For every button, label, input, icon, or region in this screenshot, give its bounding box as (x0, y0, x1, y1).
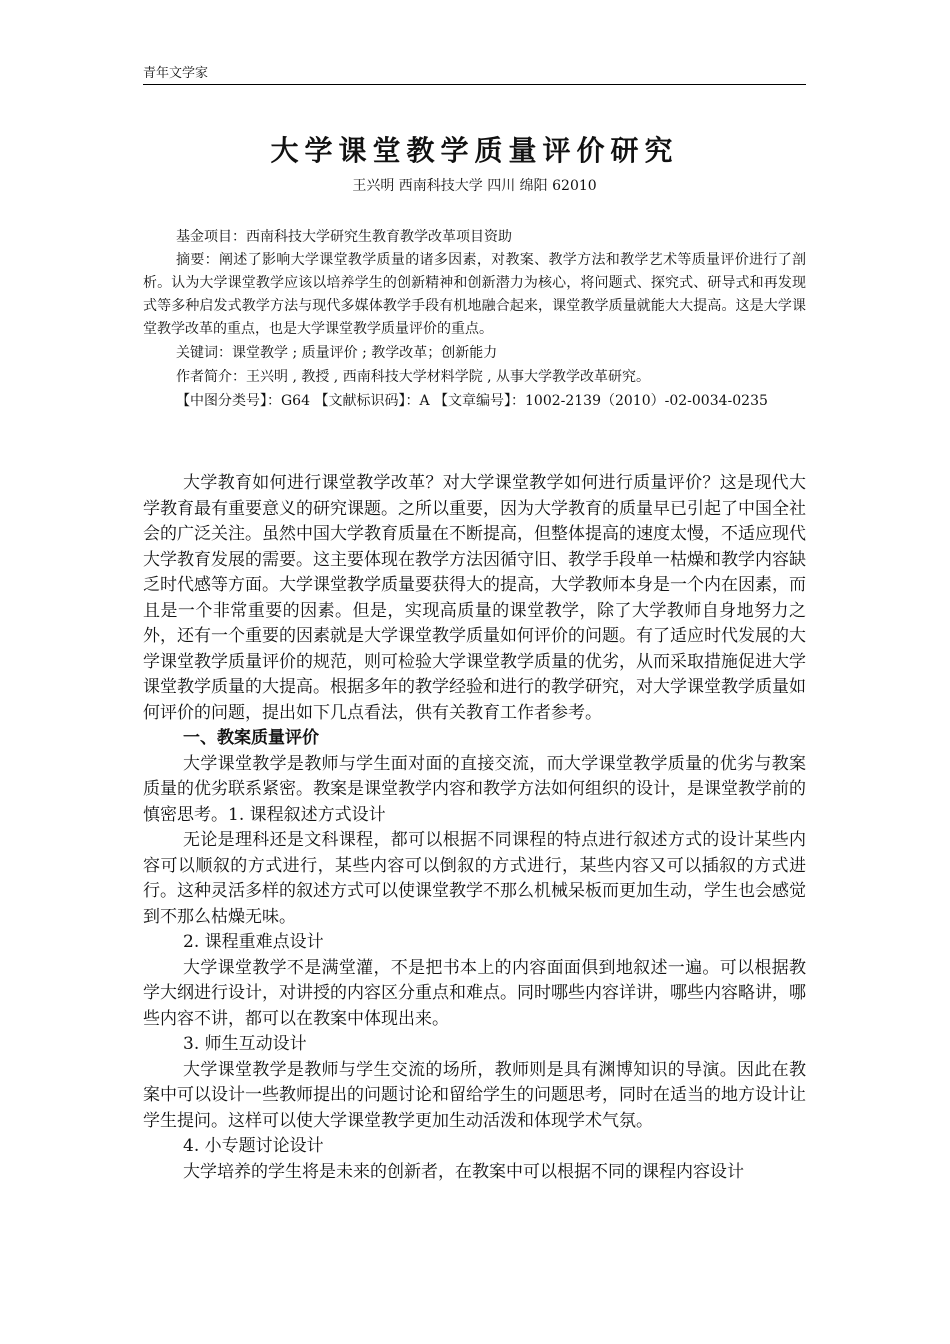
subsection-heading: 3. 师生互动设计 (183, 1034, 307, 1054)
fund-note: 基金项目：西南科技大学研究生教育教学改革项目资助 (176, 229, 512, 245)
intro-paragraph: 大学教育如何进行课堂教学改革？对大学课堂教学如何进行质量评价？这是现代大学教育最有重要意义的研究课题。之所以重要，因为大学教育的质量早已引起了中国全社会的广泛关注。虽然中国大学教育质量在不断提高，但整体提高的速度太慢，不适应现代大学教育发展的需要。这主要体现在教学方法因循守旧、教学手段单一枯燥和教学内容缺乏时代感等方面。大学课堂教学质量要获得大的提高，大学教师本身是一个内在因素，而且是一个非常重要的因素。但是，实现高质量的课堂教学，除了大学教师自身地努力之外，还有一个重要的因素就是大学课堂教学质量如何评价的问题。有了适应时代发展的大学课堂教学质量评价的规范，则可检验大学课堂教学质量的优劣，从而采取措施促进大学课堂教学质量的大提高。根据多年的教学经验和进行的教学研究，对大学课堂教学质量如何评价的问题，提出如下几点看法，供有关教育工作者参考。 (143, 473, 806, 723)
classification-codes: 【中图分类号】：G64 【文献标识码】：A 【文章编号】：1002-2139（2010）-02-0034-0235 (176, 393, 768, 409)
article-body (143, 471, 806, 1185)
author-affiliation: 王兴明 西南科技大学 四川 绵阳 62010 (352, 178, 597, 194)
paragraph: 大学课堂教学不是满堂灌，不是把书本上的内容面面俱到地叙述一遍。可以根据教学大纲进行设计，对讲授的内容区分重点和难点。同时哪些内容详讲，哪些内容略讲，哪些内容不讲，都可以在教案中体现出来。 (143, 957, 806, 1029)
section-heading: 一、教案质量评价 (183, 728, 319, 748)
paragraph: 大学课堂教学是教师与学生交流的场所，教师则是具有渊博知识的导演。因此在教案中可以设计一些教师提出的问题讨论和留给学生的问题思考，同时在适当的地方设计让学生提问。这样可以使大学课堂教学更加生动活泼和体现学术气氛。 (143, 1059, 806, 1131)
subsection-heading: 2. 课程重难点设计 (183, 932, 324, 952)
paragraph: 大学培养的学生将是未来的创新者，在教案中可以根据不同的课程内容设计 (183, 1161, 744, 1182)
keywords: 关键词：课堂教学 ; 质量评价 ; 教学改革；创新能力 (176, 345, 498, 361)
abstract: 摘要：阐述了影响大学课堂教学质量的诸多因素，对教案、教学方法和教学艺术等质量评价进行了剖析。认为大学课堂教学应该以培养学生的创新精神和创新潜力为核心，将问题式、探究式、研导式和再发现式等多种启发式教学方法与现代多媒体教学手段有机地融合起来，课堂教学质量就能大大提高。这是大学课堂教学改革的重点，也是大学课堂教学质量评价的重点。 (143, 252, 806, 337)
running-header: 青年文学家 (143, 66, 806, 85)
paragraph: 无论是理科还是文科课程，都可以根据不同课程的特点进行叙述方式的设计某些内容可以顺叙的方式进行，某些内容可以倒叙的方式进行，某些内容又可以插叙的方式进行。这种灵活多样的叙述方式可以使课堂教学不那么机械呆板而更加生动，学生也会感觉到不那么枯燥无味。 (143, 830, 806, 927)
author-bio: 作者简介：王兴明 , 教授 , 西南科技大学材料学院 , 从事大学教学改革研究。 (176, 369, 651, 385)
front-matter (143, 225, 806, 413)
paragraph: 大学课堂教学是教师与学生面对面的直接交流，而大学课堂教学质量的优劣与教案质量的优劣联系紧密。教案是课堂教学内容和教学方法如何组织的设计，是课堂教学前的慎密思考。1. 课程叙述方式设计 (143, 753, 806, 825)
article-title: 大学课堂教学质量评价研究 (270, 134, 679, 167)
subsection-heading: 4. 小专题讨论设计 (183, 1136, 324, 1156)
